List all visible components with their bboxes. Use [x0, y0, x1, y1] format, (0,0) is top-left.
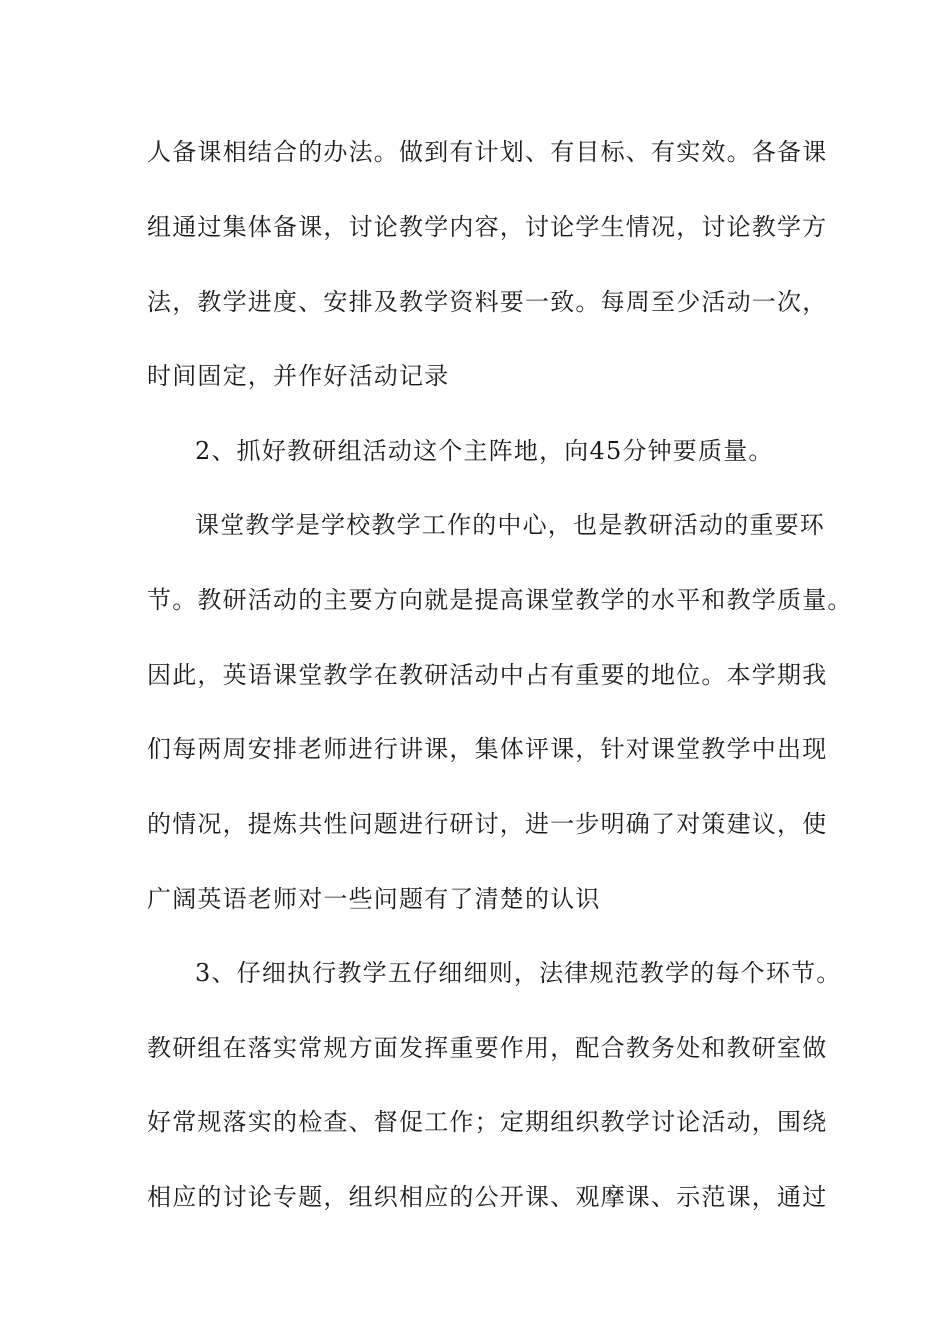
text-line: 广阔英语老师对一些问题有了清楚的认识: [147, 885, 601, 913]
section-heading: 3、仔细执行教学五仔细细则，法律规范教学的每个环节。: [195, 959, 842, 987]
text-line: 节。教研活动的主要方向就是提高课堂教学的水平和教学质量。: [147, 586, 853, 614]
text-line: 教研组在落实常规方面发挥重要作用，配合教务处和教研室做: [147, 1034, 828, 1062]
text-line: 组通过集体备课，讨论教学内容，讨论学生情况，讨论教学方: [147, 213, 828, 241]
text-line: 时间固定，并作好活动记录: [147, 362, 450, 390]
text-line: 好常规落实的检查、督促工作；定期组织教学讨论活动，围绕: [147, 1108, 828, 1136]
text-line: 法，教学进度、安排及教学资料要一致。每周至少活动一次，: [147, 288, 828, 316]
text-line: 相应的讨论专题，组织相应的公开课、观摩课、示范课，通过: [147, 1183, 828, 1211]
text-line: 人备课相结合的办法。做到有计划、有目标、有实效。各备课: [147, 138, 828, 166]
paragraph-first-line: 课堂教学是学校教学工作的中心，也是教研活动的重要环: [195, 511, 825, 539]
text-line: 因此，英语课堂教学在教研活动中占有重要的地位。本学期我: [147, 661, 828, 689]
text-line: 的情况，提炼共性问题进行研讨，进一步明确了对策建议，使: [147, 810, 828, 838]
text-line: 们每两周安排老师进行讲课，集体评课，针对课堂教学中出现: [147, 735, 828, 763]
section-heading: 2、抓好教研组活动这个主阵地，向45分钟要质量。: [195, 437, 774, 465]
